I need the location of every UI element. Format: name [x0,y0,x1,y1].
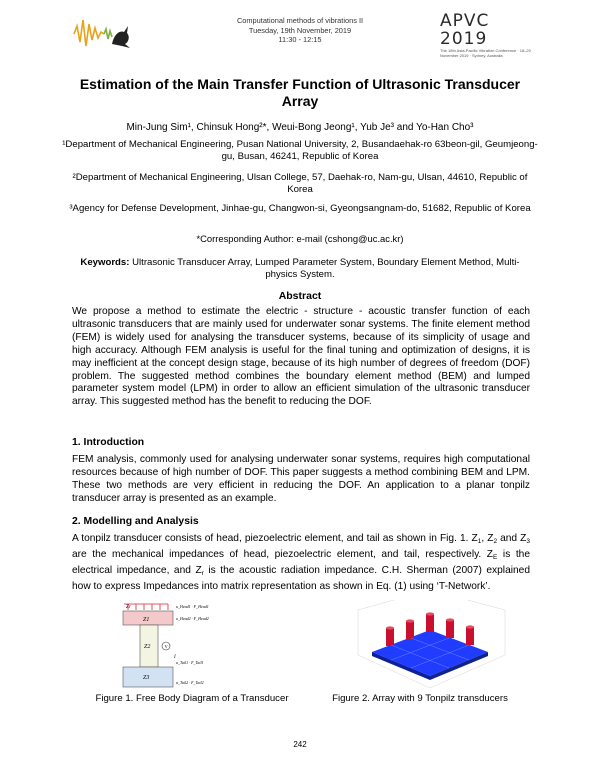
label-head2: u_Head2 · F_Head2 [176,616,209,621]
apvc-logo-title: APVC 2019 [440,11,490,49]
label-z3: Z3 [143,675,150,681]
section-1-text: FEM analysis, commonly used for analysing underwater sonar systems, requires high computational resources because of high number of DOF. This paper suggests a method combining BEM and LPM. These two methods are very efficient in reducing the DOF. An application to a planar tonpilz transducer array is presented as an example. [72,454,530,504]
label-z2: Z2 [144,644,151,650]
kangaroo-icon [112,26,130,48]
session-time: 11:30 - 12:15 [278,35,322,45]
affiliation-3: ³Agency for Defense Development, Jinhae-gu, Changwon-si, Gyeongsangnam-do, 51682, Republic of Korea [69,203,531,214]
affiliation-2: ²Department of Mechanical Engineering, Ulsan College, 57, Daehak-ro, Nam-gu, Ulsan, 44610, Republic of Korea [72,172,528,196]
corresponding-author: *Corresponding Author: e-mail (cshong@uc.ac.kr) [196,233,404,244]
waveform-icon [74,20,104,46]
keywords [80,257,520,282]
keywords-text: Ultrasonic Transducer Array, Lumped Parameter System, Boundary Element Method, Multi-physics System. [129,257,520,281]
author-list: Min-Jung Sim¹, Chinsuk Hong²*, Weui-Bong Jeong¹, Yub Je³ and Yo-Han Cho³ [126,122,474,133]
label-z1: Z1 [143,617,150,623]
abstract-heading: Abstract [278,290,322,302]
waveform-icon-2 [104,29,112,39]
label-head1: u_Head1 · F_Head1 [176,604,209,609]
conference-session: Computational methods of vibrations II [236,16,364,25]
section-2-heading: 2. Modelling and Analysis [72,516,199,527]
keywords-label: Keywords: [80,257,130,268]
affiliation-1: ¹Department of Mechanical Engineering, Pusan National University, 2, Busandaehak-ro 63beon-gil, Geumjeong-gu, Busan, 46241, Republic of Korea [62,139,538,163]
section-2-text: A tonpilz transducer consists of head, piezoelectric element, and tail as shown in Fig. 1. $Z_1$, $Z_2$ and $Z_3$ are the mechanical impedances of head, piezoelectric element, and tail, respectively. $Z_E$ is the electrical impedance, and $Z_r$ is the acoustic radiation impedance. C.H. Sherman (2007) explained how to express Impedances into matrix representation as shown in Eq. (1) using ‘T-Network’. [72,533,531,592]
label-tail1: u_Tail1 · F_Tail1 [176,660,204,665]
session-info [200,16,400,45]
label-i: I [174,655,176,660]
label-zr: Zr [126,605,131,610]
abstract-text: We propose a method to estimate the electric - structure - acoustic transfer function of each ultrasonic transducers that are mainly used for underwater sonar systems. The finite element method (FEM) is widely used for analysing the transducer systems, because of its simplicity of usage and high accuracy. Although FEM analysis is useful for the final tuning and optimization of designs, it is may inefficient at the concept design stage, because of its high number of degrees of freedom (DOF) problem. The suggested method combines the boundary element method (BEM) and lumped parameter system model (LPM) in order to allow an efficient simulation of the ultrasonic transducer array. This suggested method has the benefit to reducing the DOF. [72,306,530,408]
page-number: 242 [293,740,307,749]
figure-1-caption: Figure 1. Free Body Diagram of a Transducer [95,693,289,704]
section-1-heading: 1. Introduction [72,437,145,448]
apvc-logo-subtitle: The 18th Asia-Pacific Vibration Conference · 18–20 November 2019 · Sydney, Australia [440,48,531,58]
figure-2-caption: Figure 2. Array with 9 Tonpilz transducers [332,693,508,704]
label-v: V [164,644,168,649]
apvc-logo [440,11,540,58]
figure-1-diagram [118,600,228,692]
paper-title: Estimation of the Main Transfer Function of Ultrasonic Transducer Array [79,76,521,109]
label-tail2: u_Tail2 · F_Tail2 [176,680,204,685]
conference-logo-left [72,14,132,52]
session-date: Tuesday, 19th November, 2019 [248,25,352,35]
figure-2-array-render [350,600,510,690]
